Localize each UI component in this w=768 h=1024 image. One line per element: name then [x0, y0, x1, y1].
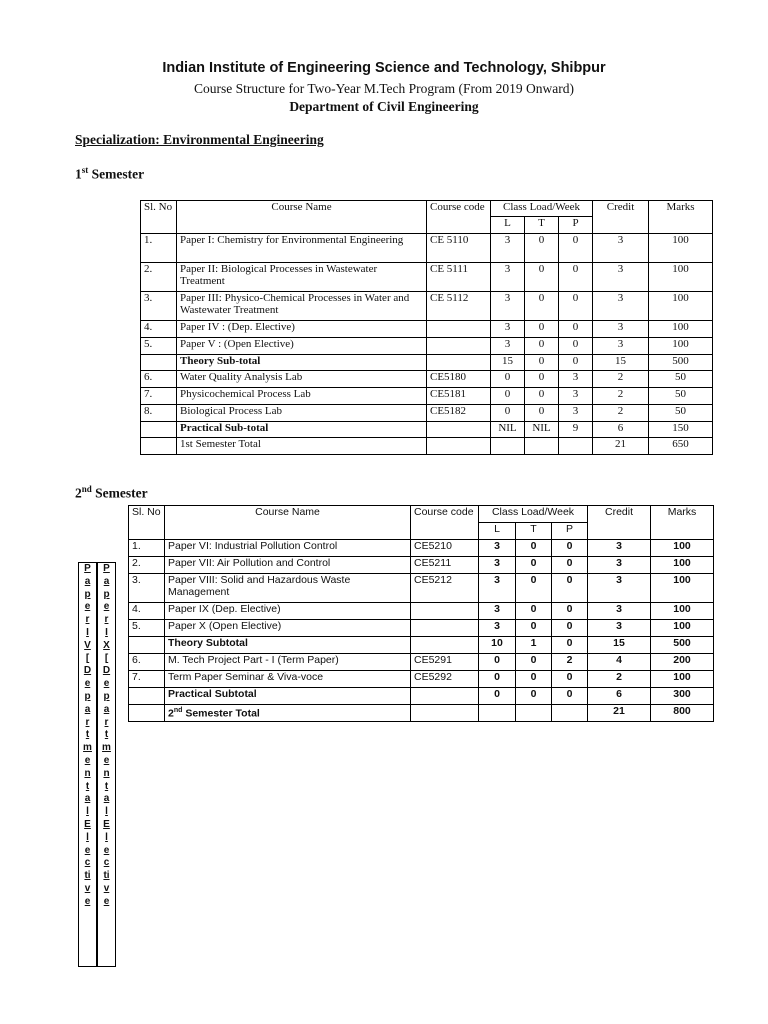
course-code-cell [427, 438, 491, 455]
course-row [129, 654, 714, 671]
vertical-label-char: m [83, 742, 92, 754]
sl-cell [141, 422, 177, 438]
course-name-cell: Practical Sub-total [177, 422, 427, 438]
subtotal-row [129, 705, 714, 722]
vertical-label-char: a [84, 575, 91, 587]
tutorial-cell: 0 [516, 603, 552, 620]
practical-cell: 0 [559, 263, 593, 292]
semester-1-heading: 1st Semester [75, 165, 145, 182]
vertical-label-char: a [103, 575, 110, 587]
col-header-course-name: Course Name [177, 201, 427, 234]
col-header-p: P [559, 217, 593, 234]
lecture-cell [491, 438, 525, 455]
course-row [141, 292, 713, 321]
course-name-cell: Paper IV : (Dep. Elective) [177, 321, 427, 338]
sl-cell [129, 637, 165, 654]
marks-cell: 100 [649, 292, 713, 321]
vertical-label-char: t [104, 729, 109, 741]
course-row [129, 540, 714, 557]
lecture-cell: 3 [479, 620, 516, 637]
lecture-cell: 3 [479, 540, 516, 557]
practical-cell: 0 [559, 292, 593, 321]
course-code-cell: CE 5111 [427, 263, 491, 292]
lecture-cell: 3 [479, 603, 516, 620]
practical-cell: 0 [559, 355, 593, 371]
course-code-cell [411, 705, 479, 722]
course-code-cell: CE5212 [411, 574, 479, 603]
department-name: Department of Civil Engineering [289, 99, 479, 114]
tutorial-cell: 0 [516, 574, 552, 603]
vertical-label-char: r [85, 614, 90, 626]
marks-cell: 100 [649, 321, 713, 338]
course-code-cell [411, 603, 479, 620]
vertical-label-char: a [84, 793, 91, 805]
subtotal-row [141, 355, 713, 371]
credit-cell: 2 [593, 371, 649, 388]
sl-cell [141, 355, 177, 371]
course-code-cell [427, 338, 491, 355]
document-subtitle: Course Structure for Two-Year M.Tech Program (From 2019 Onward) [193, 81, 575, 96]
credit-cell: 2 [588, 671, 651, 688]
course-code-cell [427, 422, 491, 438]
tutorial-cell: 0 [525, 234, 559, 263]
course-row [129, 671, 714, 688]
vertical-label-char: ti [103, 870, 110, 882]
practical-cell: 3 [559, 371, 593, 388]
sl-cell: 4. [129, 603, 165, 620]
marks-cell: 500 [651, 637, 714, 654]
total-label-text: Semester Total [182, 707, 260, 720]
course-name-cell: Paper VI: Industrial Pollution Control [165, 540, 411, 557]
vertical-label-dep-elective-iv [78, 562, 97, 967]
sl-cell [141, 438, 177, 455]
marks-cell: 200 [651, 654, 714, 671]
credit-cell: 3 [588, 540, 651, 557]
course-row [129, 603, 714, 620]
col-header-marks: Marks [649, 201, 713, 234]
vertical-label-char: t [85, 729, 90, 741]
col-header-t: T [525, 217, 559, 234]
specialization-heading: Specialization: Environmental Engineering [75, 132, 324, 147]
lecture-cell: 15 [491, 355, 525, 371]
course-name-cell: Water Quality Analysis Lab [177, 371, 427, 388]
sl-cell: 6. [129, 654, 165, 671]
practical-cell: 0 [552, 603, 588, 620]
course-code-cell: CE5181 [427, 388, 491, 405]
total-label-number: 2 [168, 707, 174, 720]
marks-cell: 500 [649, 355, 713, 371]
vertical-label-char: t [104, 780, 109, 792]
marks-cell: 50 [649, 388, 713, 405]
vertical-label-char: D [102, 665, 111, 677]
vertical-label-char: r [85, 716, 90, 728]
semester-2-table [128, 505, 714, 722]
col-header-sl: Sl. No [141, 201, 177, 234]
credit-cell: 2 [593, 405, 649, 422]
vertical-label-char: e [84, 754, 91, 766]
credit-cell: 15 [588, 637, 651, 654]
credit-cell: 3 [593, 234, 649, 263]
tutorial-cell: 0 [516, 620, 552, 637]
tutorial-cell: 0 [516, 654, 552, 671]
semester-2-heading: 2nd Semester [75, 484, 148, 501]
tutorial-cell: 0 [516, 688, 552, 705]
vertical-label-char: l [86, 831, 89, 843]
vertical-label-char: p [84, 690, 91, 702]
col-header-l: L [479, 523, 516, 540]
col-header-course-name: Course Name [165, 506, 411, 540]
vertical-label-char: P [103, 563, 110, 574]
marks-cell: 300 [651, 688, 714, 705]
vertical-label-char: a [84, 703, 91, 715]
practical-cell: 0 [559, 234, 593, 263]
course-name-cell: Paper III: Physico-Chemical Processes in Water and Wastewater Treatment [177, 292, 427, 321]
lecture-cell: 0 [491, 371, 525, 388]
marks-cell: 100 [649, 263, 713, 292]
marks-cell: 100 [651, 540, 714, 557]
tutorial-cell: 0 [525, 371, 559, 388]
vertical-label-char: [ [85, 652, 90, 664]
course-name-cell: Physicochemical Process Lab [177, 388, 427, 405]
credit-cell: 21 [588, 705, 651, 722]
tutorial-cell: 0 [525, 263, 559, 292]
credit-cell: 3 [593, 292, 649, 321]
col-header-credit: Credit [588, 506, 651, 540]
credit-cell: 3 [593, 338, 649, 355]
practical-cell: 0 [552, 540, 588, 557]
vertical-label-char: m [102, 742, 111, 754]
course-code-cell: CE5210 [411, 540, 479, 557]
sl-cell: 7. [141, 388, 177, 405]
lecture-cell: 0 [491, 388, 525, 405]
vertical-label-char: a [103, 793, 110, 805]
vertical-label-char: e [103, 895, 110, 907]
lecture-cell: 3 [491, 234, 525, 263]
vertical-label-char: e [84, 844, 91, 856]
course-code-cell [411, 688, 479, 705]
credit-cell: 6 [588, 688, 651, 705]
vertical-label-char: I [86, 626, 89, 638]
vertical-label-char: E [84, 818, 91, 830]
lecture-cell: 3 [491, 292, 525, 321]
vertical-label-char: v [84, 882, 91, 894]
course-code-cell: CE5291 [411, 654, 479, 671]
col-header-l: L [491, 217, 525, 234]
practical-cell: 3 [559, 388, 593, 405]
credit-cell: 4 [588, 654, 651, 671]
vertical-label-char: I [105, 626, 108, 638]
marks-cell: 100 [651, 574, 714, 603]
vertical-label-char: e [84, 601, 91, 613]
course-name-cell: Biological Process Lab [177, 405, 427, 422]
vertical-label-char: c [84, 857, 91, 869]
course-row [141, 371, 713, 388]
lecture-cell: 3 [491, 263, 525, 292]
course-row [141, 263, 713, 292]
col-header-course-code: Course code [411, 506, 479, 540]
credit-cell: 6 [593, 422, 649, 438]
semester-1-table [140, 200, 713, 455]
lecture-cell: 3 [479, 574, 516, 603]
course-row [141, 388, 713, 405]
lecture-cell: NIL [491, 422, 525, 438]
subtotal-row [129, 688, 714, 705]
vertical-label-char: V [84, 639, 91, 651]
course-name-cell: Theory Sub-total [177, 355, 427, 371]
course-name-cell: Paper VII: Air Pollution and Control [165, 557, 411, 574]
vertical-label-char: e [103, 678, 110, 690]
course-code-cell: CE5211 [411, 557, 479, 574]
lecture-cell: 3 [491, 338, 525, 355]
col-header-sl: Sl. No [129, 506, 165, 540]
course-row [141, 405, 713, 422]
credit-cell: 3 [588, 574, 651, 603]
col-header-marks: Marks [651, 506, 714, 540]
credit-cell: 3 [588, 620, 651, 637]
sl-cell: 4. [141, 321, 177, 338]
course-name-cell: M. Tech Project Part - I (Term Paper) [165, 654, 411, 671]
course-name-cell: Paper II: Biological Processes in Wastewater Treatment [177, 263, 427, 292]
marks-cell: 650 [649, 438, 713, 455]
vertical-label-char: l [86, 806, 89, 818]
course-row [129, 574, 714, 603]
credit-cell: 15 [593, 355, 649, 371]
vertical-label-char: ti [84, 870, 91, 882]
course-code-cell [427, 321, 491, 338]
course-name-cell: Term Paper Seminar & Viva-voce [165, 671, 411, 688]
sl-cell: 7. [129, 671, 165, 688]
vertical-label-char: n [103, 767, 110, 779]
sl-cell: 3. [141, 292, 177, 321]
lecture-cell: 10 [479, 637, 516, 654]
practical-cell: 0 [552, 574, 588, 603]
col-header-class-load: Class Load/Week [479, 506, 588, 523]
course-code-cell: CE5292 [411, 671, 479, 688]
lecture-cell: 3 [491, 321, 525, 338]
sl-cell: 5. [141, 338, 177, 355]
practical-cell: 9 [559, 422, 593, 438]
sl-cell: 5. [129, 620, 165, 637]
vertical-label-char: v [103, 882, 110, 894]
practical-cell: 0 [552, 557, 588, 574]
course-code-cell [427, 355, 491, 371]
course-name-cell: Paper X (Open Elective) [165, 620, 411, 637]
vertical-label-char: n [84, 767, 91, 779]
vertical-label-char: c [103, 857, 110, 869]
course-name-cell: Paper V : (Open Elective) [177, 338, 427, 355]
marks-cell: 100 [651, 603, 714, 620]
tutorial-cell: 0 [525, 388, 559, 405]
col-header-t: T [516, 523, 552, 540]
col-header-p: P [552, 523, 588, 540]
marks-cell: 50 [649, 405, 713, 422]
course-row [129, 557, 714, 574]
sl-cell: 6. [141, 371, 177, 388]
credit-cell: 3 [593, 263, 649, 292]
course-row [141, 321, 713, 338]
vertical-label-char: P [84, 563, 91, 574]
vertical-label-char: t [85, 780, 90, 792]
course-code-cell [411, 637, 479, 654]
vertical-label-char: e [84, 895, 91, 907]
tutorial-cell: 0 [516, 557, 552, 574]
vertical-label-char: e [103, 844, 110, 856]
practical-cell: 3 [559, 405, 593, 422]
tutorial-cell: 0 [525, 355, 559, 371]
vertical-label-char: E [103, 818, 110, 830]
subtotal-row [129, 637, 714, 654]
course-code-cell: CE 5112 [427, 292, 491, 321]
course-name-cell: Theory Subtotal [165, 637, 411, 654]
sl-cell: 2. [129, 557, 165, 574]
lecture-cell [479, 705, 516, 722]
tutorial-cell: 1 [516, 637, 552, 654]
sl-cell: 2. [141, 263, 177, 292]
vertical-label-char: l [105, 831, 108, 843]
col-header-class-load: Class Load/Week [491, 201, 593, 217]
vertical-label-char: D [83, 665, 92, 677]
col-header-course-code: Course code [427, 201, 491, 234]
marks-cell: 100 [651, 671, 714, 688]
tutorial-cell: NIL [525, 422, 559, 438]
vertical-label-char: e [103, 601, 110, 613]
credit-cell: 2 [593, 388, 649, 405]
vertical-label-char: p [103, 588, 110, 600]
tutorial-cell: 0 [525, 292, 559, 321]
practical-cell: 0 [552, 688, 588, 705]
marks-cell: 100 [649, 338, 713, 355]
lecture-cell: 3 [479, 557, 516, 574]
vertical-label-char: [ [104, 652, 109, 664]
tutorial-cell: 0 [525, 338, 559, 355]
tutorial-cell: 0 [516, 671, 552, 688]
credit-cell: 3 [588, 603, 651, 620]
practical-cell: 0 [552, 637, 588, 654]
course-row [141, 338, 713, 355]
sl-cell [129, 705, 165, 722]
marks-cell: 100 [651, 557, 714, 574]
tutorial-cell: 0 [525, 321, 559, 338]
tutorial-cell: 0 [516, 540, 552, 557]
vertical-label-char: a [103, 703, 110, 715]
vertical-label-char: r [104, 614, 109, 626]
vertical-label-char: e [84, 678, 91, 690]
course-row [141, 234, 713, 263]
total-label-sup: nd [173, 707, 183, 714]
vertical-label-char: e [103, 754, 110, 766]
subtotal-row [141, 438, 713, 455]
credit-cell: 3 [593, 321, 649, 338]
sl-cell: 3. [129, 574, 165, 603]
practical-cell: 0 [559, 338, 593, 355]
subtotal-row [141, 422, 713, 438]
vertical-label-char: p [103, 690, 110, 702]
course-code-cell [411, 620, 479, 637]
tutorial-cell [516, 705, 552, 722]
practical-cell [559, 438, 593, 455]
practical-cell: 0 [552, 671, 588, 688]
tutorial-cell: 0 [525, 405, 559, 422]
vertical-label-char: l [105, 806, 108, 818]
course-name-cell [165, 705, 411, 722]
course-code-cell: CE5180 [427, 371, 491, 388]
marks-cell: 800 [651, 705, 714, 722]
course-code-cell: CE 5110 [427, 234, 491, 263]
course-name-cell: Paper IX (Dep. Elective) [165, 603, 411, 620]
marks-cell: 100 [651, 620, 714, 637]
course-name-cell: Paper I: Chemistry for Environmental Engineering [177, 234, 427, 263]
practical-cell: 0 [552, 620, 588, 637]
sl-cell: 8. [141, 405, 177, 422]
sl-cell [129, 688, 165, 705]
col-header-credit: Credit [593, 201, 649, 234]
sl-cell: 1. [141, 234, 177, 263]
credit-cell: 21 [593, 438, 649, 455]
tutorial-cell [525, 438, 559, 455]
lecture-cell: 0 [479, 688, 516, 705]
lecture-cell: 0 [491, 405, 525, 422]
lecture-cell: 0 [479, 671, 516, 688]
institute-name: Indian Institute of Engineering Science and Technology, Shibpur [162, 60, 606, 76]
practical-cell: 0 [559, 321, 593, 338]
lecture-cell: 0 [479, 654, 516, 671]
course-name-cell: 1st Semester Total [177, 438, 427, 455]
credit-cell: 3 [588, 557, 651, 574]
practical-cell [552, 705, 588, 722]
course-code-cell: CE5182 [427, 405, 491, 422]
course-name-cell: Paper VIII: Solid and Hazardous Waste Management [165, 574, 411, 603]
course-name-cell: Practical Subtotal [165, 688, 411, 705]
vertical-label-char: X [103, 639, 110, 651]
practical-cell: 2 [552, 654, 588, 671]
marks-cell: 100 [649, 234, 713, 263]
course-row [129, 620, 714, 637]
vertical-label-char: r [104, 716, 109, 728]
marks-cell: 50 [649, 371, 713, 388]
sl-cell: 1. [129, 540, 165, 557]
vertical-label-char: p [84, 588, 91, 600]
marks-cell: 150 [649, 422, 713, 438]
vertical-label-dep-elective-ix [97, 562, 116, 967]
